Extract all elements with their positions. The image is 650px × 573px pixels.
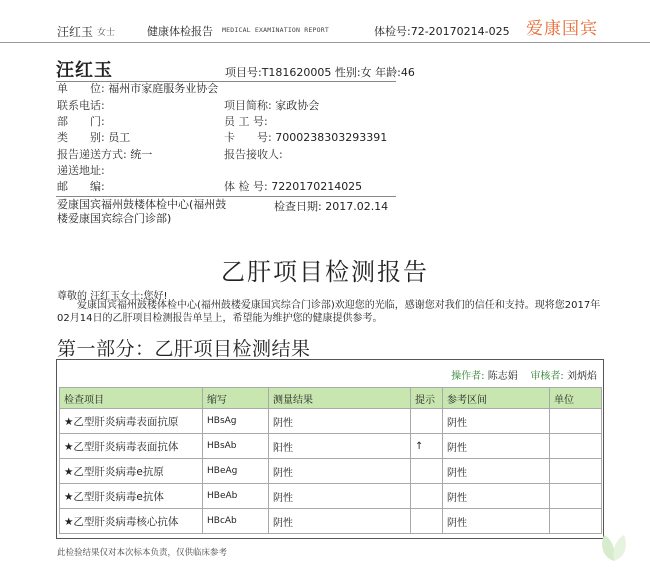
card-value: 7000238303293391 xyxy=(275,131,388,144)
leaf-watermark-icon xyxy=(596,527,632,563)
header-title: 健康体检报告 xyxy=(147,25,213,38)
postcode-row xyxy=(57,180,105,194)
cell-hint xyxy=(411,484,443,509)
delivery-row xyxy=(57,148,152,162)
cell-hint xyxy=(411,459,443,484)
card-label: 卡 号: xyxy=(224,131,272,144)
results-panel xyxy=(56,359,604,539)
examno-row xyxy=(224,180,362,194)
cell-unit xyxy=(550,409,602,434)
header-exam-number: 体检号:72-20170214-025 xyxy=(374,25,510,38)
results-table xyxy=(59,387,602,534)
category-value: 员工 xyxy=(108,131,131,144)
check-date: 检查日期: 2017.02.14 xyxy=(274,200,389,213)
staffno-row xyxy=(224,115,268,129)
cell-ref: 阴性 xyxy=(443,434,550,459)
phone-row xyxy=(57,99,105,113)
unit-row xyxy=(57,82,218,96)
category-row xyxy=(57,131,130,145)
phone-label: 联系电话: xyxy=(57,99,105,112)
cell-unit xyxy=(550,509,602,534)
examno-label: 体 检 号: xyxy=(224,180,268,193)
operator-label: 操作者: xyxy=(451,371,485,382)
table-row xyxy=(60,484,602,509)
table-row xyxy=(60,409,602,434)
unit-value: 福州市家庭服务业协会 xyxy=(108,82,219,95)
col-header-item: 检查项目 xyxy=(60,388,203,409)
unit-label: 单 位: xyxy=(57,82,105,95)
patient-name: 汪红玉 xyxy=(56,60,113,81)
brand-logo: 爱康国宾 xyxy=(526,19,598,39)
header-gender: 女士 xyxy=(97,28,116,38)
cell-ref: 阴性 xyxy=(443,484,550,509)
table-row xyxy=(60,459,602,484)
cell-ref: 阴性 xyxy=(443,509,550,534)
cell-result: 阴性 xyxy=(269,509,411,534)
cell-ref: 阴性 xyxy=(443,409,550,434)
col-header-unit: 单位 xyxy=(550,388,602,409)
project-value: 家政协会 xyxy=(275,99,320,112)
project-label: 项目简称: xyxy=(224,99,272,112)
cell-item: ★乙型肝炎病毒核心抗体 xyxy=(60,509,203,534)
cell-result: 阴性 xyxy=(269,459,411,484)
cell-unit xyxy=(550,459,602,484)
cell-hint: ↑ xyxy=(411,434,443,459)
cell-abbr: HBeAb xyxy=(203,484,269,509)
divider xyxy=(56,196,396,197)
col-header-hint: 提示 xyxy=(411,388,443,409)
cell-hint xyxy=(411,509,443,534)
col-header-abbr: 缩写 xyxy=(203,388,269,409)
delivery-label: 报告递送方式: xyxy=(57,148,127,161)
card-row xyxy=(224,131,387,145)
cell-item: ★乙型肝炎病毒表面抗体 xyxy=(60,434,203,459)
table-row xyxy=(60,434,602,459)
greeting: 尊敬的 汪红玉女士:您好! xyxy=(57,291,168,302)
postcode-label: 邮 编: xyxy=(57,180,105,193)
patient-headline: 项目号:T181620005 性别:女 年龄:46 xyxy=(225,66,415,79)
cell-item: ★乙型肝炎病毒e抗原 xyxy=(60,459,203,484)
table-header-row xyxy=(60,388,602,409)
dept-row xyxy=(57,115,105,129)
address-row xyxy=(57,164,105,178)
cell-result: 阴性 xyxy=(269,409,411,434)
cell-unit xyxy=(550,484,602,509)
cell-item: ★乙型肝炎病毒表面抗原 xyxy=(60,409,203,434)
table-row xyxy=(60,509,602,534)
col-header-ref: 参考区间 xyxy=(443,388,550,409)
cell-abbr: HBcAb xyxy=(203,509,269,534)
section-title: 第一部分：乙肝项目检测结果 xyxy=(57,338,311,360)
header-title-en: MEDICAL EXAMINATION REPORT xyxy=(222,26,329,34)
header-name: 汪红玉 xyxy=(57,25,94,39)
receiver-label: 报告接收人: xyxy=(224,148,283,161)
cell-unit xyxy=(550,434,602,459)
cell-result: 阳性 xyxy=(269,434,411,459)
category-label: 类 别: xyxy=(57,131,105,144)
receiver-row xyxy=(224,148,283,162)
address-label: 递送地址: xyxy=(57,164,105,177)
reviewer-label: 审核者: xyxy=(530,371,564,382)
examno-value: 7220170214025 xyxy=(271,180,363,193)
delivery-value: 统一 xyxy=(130,148,153,161)
reviewer-name: 刘炳焰 xyxy=(567,371,597,382)
project-row xyxy=(224,99,319,113)
col-header-result: 测量结果 xyxy=(269,388,411,409)
cell-item: ★乙型肝炎病毒e抗体 xyxy=(60,484,203,509)
exam-center-name: 爱康国宾福州鼓楼体检中心(福州鼓楼爱康国宾综合门诊部) xyxy=(57,198,227,225)
cell-ref: 阴性 xyxy=(443,459,550,484)
operators xyxy=(451,367,597,382)
dept-label: 部 门: xyxy=(57,115,105,128)
cell-abbr: HBsAb xyxy=(203,434,269,459)
footer-note: 此检验结果仅对本次标本负责，仅供临床参考 xyxy=(57,548,228,558)
report-title: 乙肝项目检测报告 xyxy=(221,258,429,286)
cell-abbr: HBeAg xyxy=(203,459,269,484)
staffno-label: 员 工 号: xyxy=(224,115,268,128)
cell-hint xyxy=(411,409,443,434)
operator-name: 陈志娟 xyxy=(487,371,518,382)
cell-abbr: HBsAg xyxy=(203,409,269,434)
page-header xyxy=(0,0,650,43)
intro-paragraph: 爱康国宾福州鼓楼体检中心(福州鼓楼爱康国宾综合门诊部)欢迎您的光临，感谢您对我们的信任和支持。现将您2017年02月14日的乙肝项目检测报告单呈上，希望能为维护您的健康提供参考。 xyxy=(57,300,601,324)
cell-result: 阴性 xyxy=(269,484,411,509)
